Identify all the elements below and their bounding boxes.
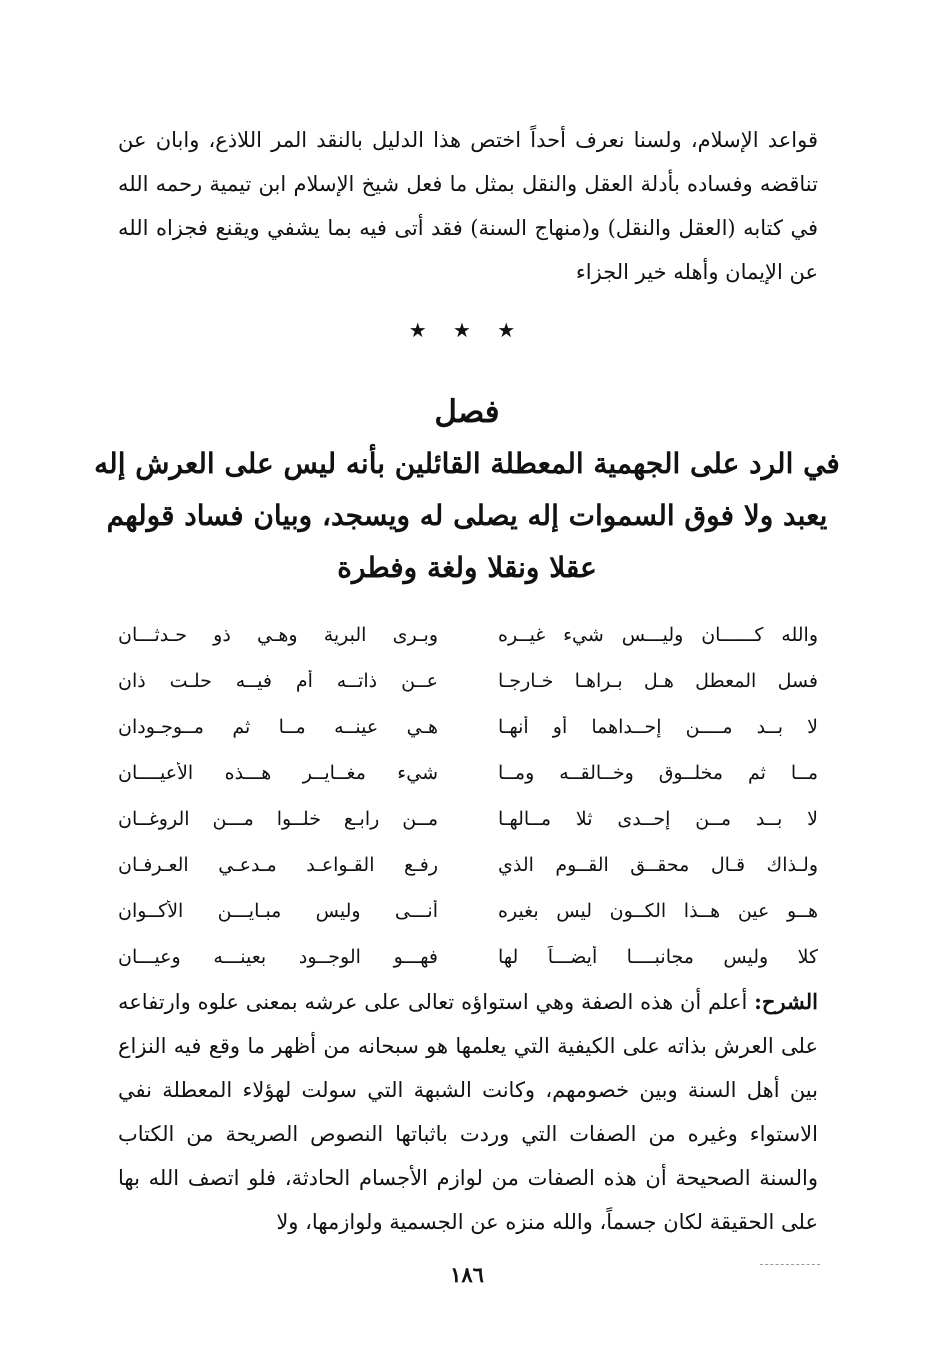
verse-first-hemistich: كلا وليس مجانبــــا أيضـــاً لها — [498, 946, 818, 968]
poem-verse — [118, 888, 818, 934]
poem-verses — [118, 612, 818, 980]
chapter-label: فصل — [434, 394, 500, 430]
verse-first-hemistich: ولـذاك قـال محقــق القــوم الذي — [498, 854, 818, 876]
verse-second-hemistich: رفـع القـواعـد مـدعـي العـرفـان — [118, 854, 438, 876]
verse-second-hemistich: مــن رابـع خلــوا مـــن الروغــان — [118, 808, 438, 830]
commentary-label: الشرح: — [754, 989, 818, 1014]
intro-paragraph: قواعد الإسلام، ولسنا نعرف أحداً اختص هذا الدليل بالنقد المر اللاذع، وابان عن تناقضه وفساده بأدلة العقل والنقل بمثل ما فعل شيخ الإسلام ابن تيمية رحمه الله في كتابه (العقل والنقل) و(منهاج السنة) فقد أتى فيه بما يشفي ويقنع فجزاه الله عن الإيمان وأهله خير الجزاء — [118, 128, 818, 284]
verse-second-hemistich: وبـرى البرية وهـي ذو حـدثـــان — [118, 624, 438, 646]
verse-first-hemistich: والله كــــــان وليـــس شيء غيــره — [498, 624, 818, 646]
verse-first-hemistich: لا بــد مــن إحــدى ثلا مــالهـا — [498, 808, 818, 830]
poem-verse — [118, 750, 818, 796]
verse-second-hemistich: عــن ذاتــه أم فيــه حلـت ذان — [118, 670, 438, 692]
verse-second-hemistich: هـي عينــه مــا ثم مــوجـودان — [118, 716, 438, 738]
commentary-text: أعلم أن هذه الصفة وهي استواؤه تعالى على عرشه بمعنى علوه وارتفاعه على العرش بذاته على الكيفية التي يعلمها هو سبحانه من أظهر ما وقع فيه النزاع بين أهل السنة وبين خصومهم، وكانت الشبهة التي سولت لهؤلاء المعطلة نفي الاستواء وغيره من الصفات التي وردت باثباتها النصوص الصريحة من الكتاب والسنة الصحيحة أن هذه الصفات من لوازم الأجسام الحادثة، فلو اتصف الله بها على الحقيقة لكان جسماً، والله منزه عن الجسمية ولوازمها، ولا — [118, 990, 818, 1234]
commentary-paragraph — [118, 980, 818, 1244]
verse-first-hemistich: فسل المعطل هـل بـراهـا خـارجـا — [498, 670, 818, 692]
poem-verse — [118, 704, 818, 750]
poem-verse — [118, 658, 818, 704]
verse-second-hemistich: شيء مغــايــر هـــذه الأعيــــان — [118, 762, 438, 784]
verse-first-hemistich: هــو عين هــذا الكــون ليس بغيره — [498, 900, 818, 922]
page-number: ١٨٦ — [450, 1262, 484, 1287]
poem-verse — [118, 934, 818, 980]
chapter-title: في الرد على الجهمية المعطلة القائلين بأنه ليس على العرش إله يعبد ولا فوق السموات إله يصلى له ويسجد، وبيان فساد قولهم عقلا ونقلا ولغة وفطرة — [94, 447, 840, 584]
poem-verse — [118, 796, 818, 842]
poem-verse — [118, 612, 818, 658]
verse-first-hemistich: لا بــد مــــن إحــداهما أو أنهـا — [498, 716, 818, 738]
verse-first-hemistich: مــا ثم مخلــوق وخــالقــه ومــا — [498, 762, 818, 784]
verse-second-hemistich: أنـــى وليس مبـايـــن الأكــوان — [118, 900, 438, 922]
section-separator-stars: ★ ★ ★ — [408, 318, 526, 342]
poem-verse — [118, 842, 818, 888]
verse-second-hemistich: فهـــو الوجــود بعينـــه وعيـــان — [118, 946, 438, 968]
